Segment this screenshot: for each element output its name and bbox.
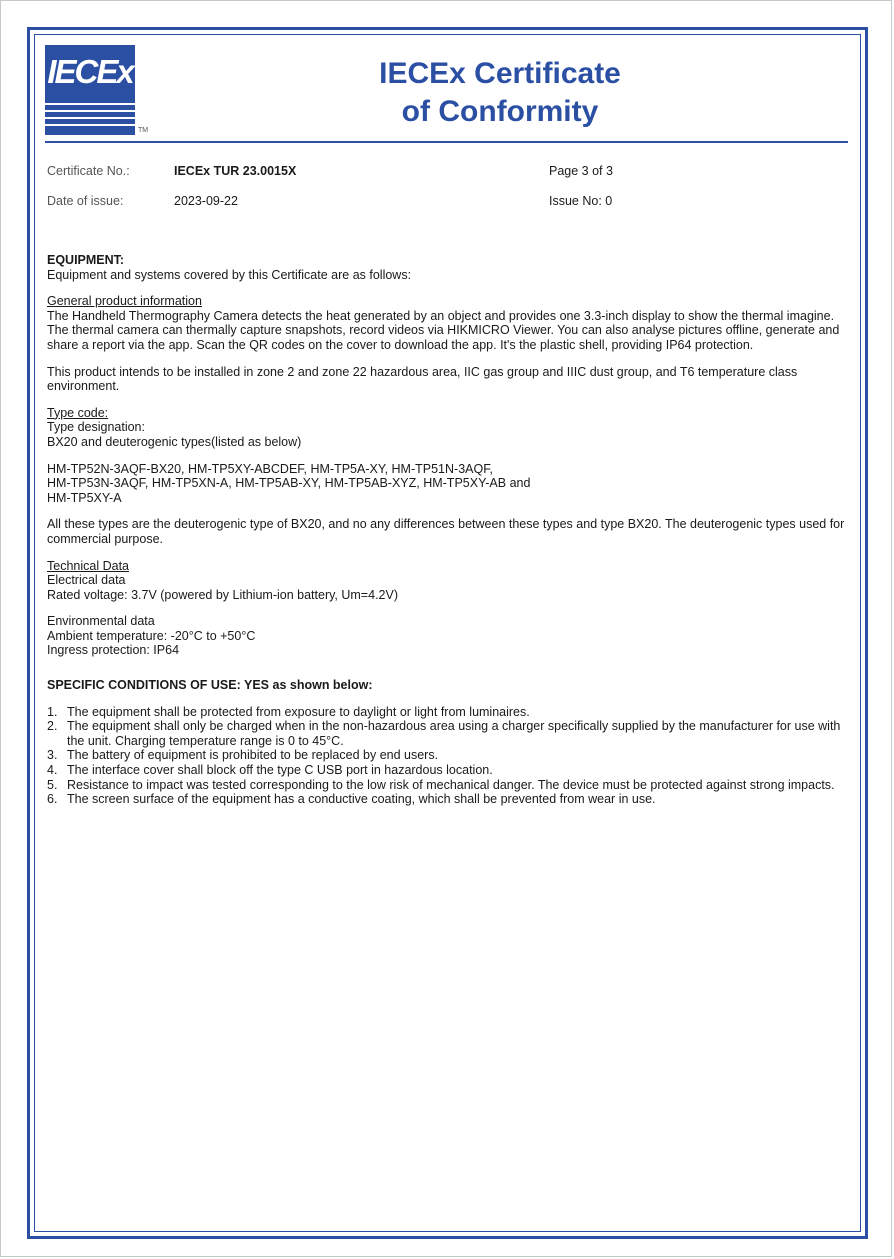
condition-text: The equipment shall be protected from exposure to daylight or light from luminaires. <box>67 704 530 719</box>
condition-text: The screen surface of the equipment has a conductive coating, which shall be prevented from wear in use. <box>67 792 656 807</box>
rated-voltage: Rated voltage: 3.7V (powered by Lithium-ion battery, Um=4.2V) <box>47 587 398 602</box>
condition-item <box>47 778 847 793</box>
types-note: All these types are the deuterogenic type of BX20, and no any differences between these types and type BX20. The deuterogenic types used for commercial purpose. <box>47 517 845 546</box>
type-designation-value: BX20 and deuterogenic types(listed as below) <box>47 434 302 449</box>
condition-item <box>47 705 847 720</box>
title-divider <box>45 141 848 143</box>
condition-item <box>47 763 847 778</box>
title-line-1: IECEx Certificate <box>379 57 621 90</box>
general-info-text: The Handheld Thermography Camera detects the heat generated by an object and provides one 3.3-inch display to show the thermal imagine. The thermal camera can thermally capture snapshots, record videos via HIKMICRO Viewer. You can also analyse pictures offline, generate and share a report via the app. Scan the QR codes on the cover to download the app. It's the plastic shell, providing IP64 protection. <box>47 308 840 352</box>
condition-number: 3. <box>47 748 58 763</box>
page-title <box>300 55 700 131</box>
condition-text: Resistance to impact was tested corresponding to the low risk of mechanical danger. The device must be protected against strong impacts. <box>67 777 835 792</box>
types-list-line-1: HM-TP52N-3AQF-BX20, HM-TP5XY-ABCDEF, HM-TP5A-XY, HM-TP51N-3AQF, <box>47 461 493 476</box>
condition-item <box>47 719 847 748</box>
condition-item <box>47 748 847 763</box>
technical-data-heading: Technical Data <box>47 558 129 573</box>
certificate-number-value: IECEx TUR 23.0015X <box>174 164 297 178</box>
equipment-intro: Equipment and systems covered by this Certificate are as follows: <box>47 267 412 282</box>
logo-stripes <box>45 103 135 131</box>
electrical-data-heading: Electrical data <box>47 573 126 588</box>
general-info-heading: General product information <box>47 294 202 309</box>
title-line-2: of Conformity <box>401 95 599 128</box>
date-of-issue-value: 2023-09-22 <box>174 194 238 208</box>
ambient-temperature: Ambient temperature: -20°C to +50°C <box>47 628 256 643</box>
condition-text: The equipment shall only be charged when in the non-hazardous area using a charger specifically supplied by the manufacturer for use with the unit. Charging temperature range is 0 to 45°C. <box>67 719 841 748</box>
types-list-line-2: HM-TP53N-3AQF, HM-TP5XN-A, HM-TP5AB-XY, HM-TP5AB-XYZ, HM-TP5XY-AB and <box>47 476 531 491</box>
equipment-heading: EQUIPMENT: <box>47 253 125 267</box>
certificate-body <box>47 253 847 807</box>
date-of-issue-label: Date of issue: <box>47 194 124 208</box>
condition-number: 6. <box>47 792 58 807</box>
ingress-protection: Ingress protection: IP64 <box>47 643 180 658</box>
condition-number: 4. <box>47 763 58 778</box>
type-designation-label: Type designation: <box>47 420 145 435</box>
logo-text: IECEx <box>47 53 133 90</box>
condition-number: 5. <box>47 777 58 792</box>
page-number: Page 3 of 3 <box>549 164 613 178</box>
condition-item <box>47 792 847 807</box>
type-code-heading: Type code: <box>47 405 109 420</box>
condition-text: The interface cover shall block off the type C USB port in hazardous location. <box>67 763 493 778</box>
condition-number: 1. <box>47 704 58 719</box>
condition-text: The battery of equipment is prohibited to be replaced by end users. <box>67 748 439 763</box>
conditions-list <box>47 705 847 807</box>
types-list-line-3: HM-TP5XY-A <box>47 490 122 505</box>
environmental-data-heading: Environmental data <box>47 614 155 629</box>
iecex-logo <box>45 45 135 135</box>
condition-number: 2. <box>47 719 58 734</box>
issue-number: Issue No: 0 <box>549 194 613 208</box>
conditions-heading: SPECIFIC CONDITIONS OF USE: YES as shown below: <box>47 678 373 693</box>
trademark-mark: TM <box>138 127 149 134</box>
installation-text: This product intends to be installed in zone 2 and zone 22 hazardous area, IIC gas group and IIIC dust group, and T6 temperature class environment. <box>47 364 798 394</box>
certificate-number-label: Certificate No.: <box>47 164 130 178</box>
